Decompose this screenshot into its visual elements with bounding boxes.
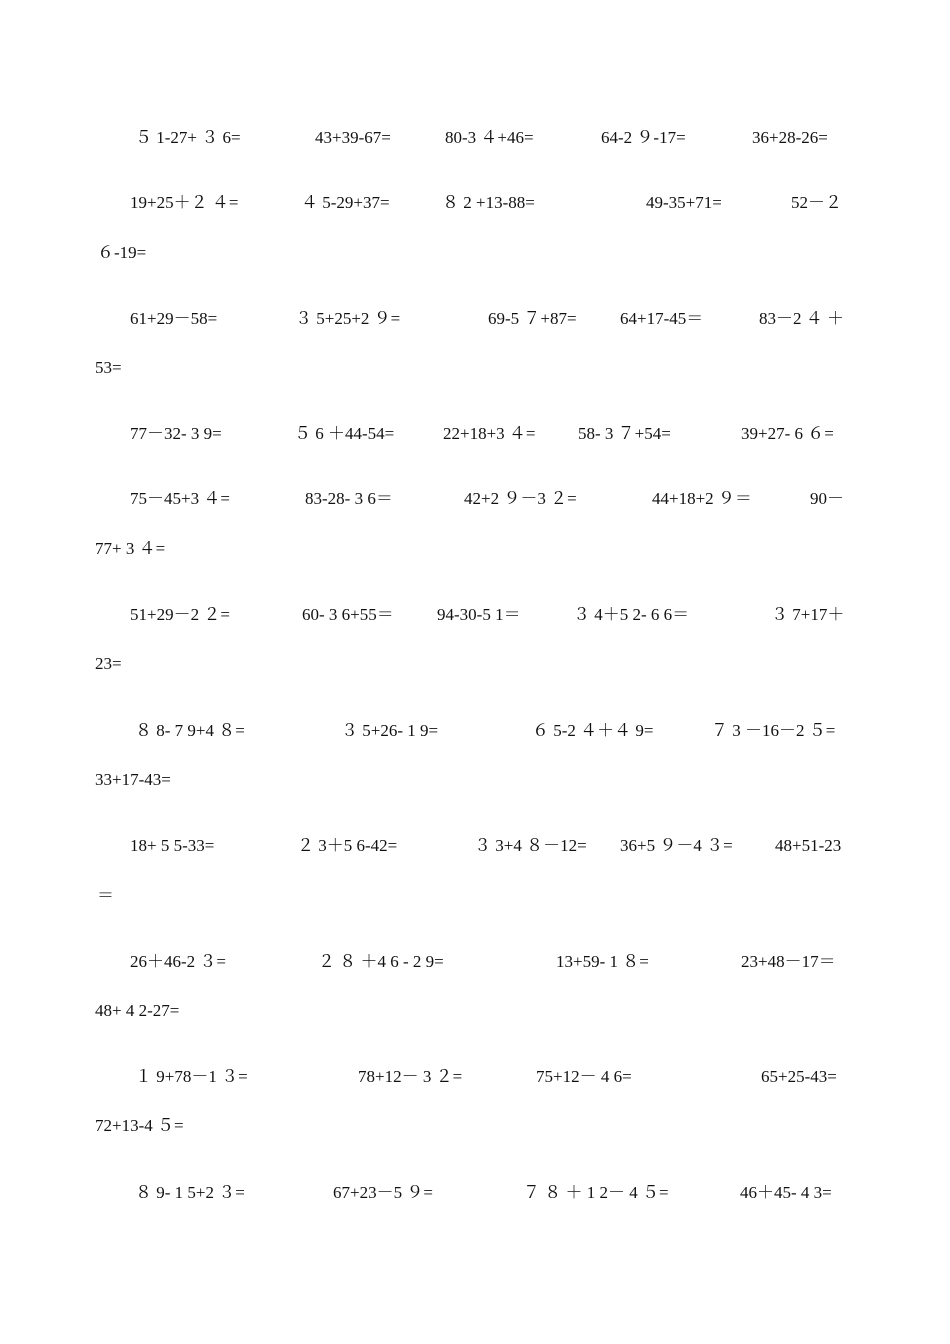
arithmetic-problem: ＝	[97, 886, 114, 905]
arithmetic-problem: 39+27- 6 ６=	[741, 424, 834, 443]
arithmetic-problem: 94-30-5 1＝	[437, 605, 521, 624]
arithmetic-problem: ６ 5-2 ４＋４ 9=	[532, 721, 654, 740]
arithmetic-problem: ７ ８ ＋ 1 2－ 4 ５=	[523, 1183, 669, 1202]
arithmetic-problem: 23=	[95, 654, 122, 673]
arithmetic-problem: ８ 2 +13-88=	[442, 193, 535, 212]
arithmetic-problem: 44+18+2 ９＝	[652, 489, 752, 508]
arithmetic-problem: 58- 3 ７+54=	[578, 424, 671, 443]
arithmetic-problem: 60- 3 6+55＝	[302, 605, 394, 624]
arithmetic-problem: １ 9+78－1 ３=	[135, 1067, 248, 1086]
arithmetic-problem: 36+28-26=	[752, 128, 828, 147]
arithmetic-problem: ４ 5-29+37=	[301, 193, 390, 212]
arithmetic-problem: 43+39-67=	[315, 128, 391, 147]
arithmetic-problem: 83－2 ４ ＋	[759, 309, 844, 328]
arithmetic-problem: 75+12－ 4 6=	[536, 1067, 632, 1086]
arithmetic-problem: 78+12－ 3 ２=	[358, 1067, 463, 1086]
arithmetic-problem: 23+48－17＝	[741, 952, 836, 971]
arithmetic-problem: 83-28- 3 6＝	[305, 489, 393, 508]
arithmetic-problem: 48+51-23	[775, 836, 842, 855]
arithmetic-problem: ５ 6 ＋44-54=	[294, 424, 395, 443]
arithmetic-problem: ６-19=	[97, 243, 147, 262]
arithmetic-problem: 48+ 4 2-27=	[95, 1001, 180, 1020]
arithmetic-problem: 77+ 3 ４=	[95, 539, 166, 558]
arithmetic-problem: 26＋46-2 ３=	[130, 952, 226, 971]
arithmetic-problem: 18+ 5 5-33=	[130, 836, 215, 855]
arithmetic-problem: 46＋45- 4 3=	[740, 1183, 832, 1202]
arithmetic-problem: ２ ８ ＋4 6 - 2 9=	[318, 952, 444, 971]
arithmetic-problem: 53=	[95, 358, 122, 377]
arithmetic-problem: 75－45+3 ４=	[130, 489, 230, 508]
arithmetic-problem: 22+18+3 ４=	[443, 424, 536, 443]
arithmetic-problem: 61+29－58=	[130, 309, 218, 328]
arithmetic-problem: ３ 3+4 ８－12=	[474, 836, 587, 855]
arithmetic-problem: ３ 7+17＋	[771, 605, 845, 624]
arithmetic-problem: 13+59- 1 ８=	[556, 952, 649, 971]
arithmetic-problem: 19+25＋２ ４=	[130, 193, 239, 212]
arithmetic-problem: 33+17-43=	[95, 770, 171, 789]
arithmetic-problem: ７ 3 －16－2 ５=	[711, 721, 836, 740]
arithmetic-problem: 90－	[810, 489, 844, 508]
arithmetic-problem: ５ 1-27+ ３ 6=	[135, 128, 241, 147]
arithmetic-problem: 49-35+71=	[646, 193, 722, 212]
arithmetic-problem: ８ 9- 1 5+2 ３=	[135, 1183, 245, 1202]
arithmetic-problem: 36+5 ９－4 ３=	[620, 836, 733, 855]
arithmetic-problem: 51+29－2 ２=	[130, 605, 230, 624]
arithmetic-problem: 77－32- 3 9=	[130, 424, 222, 443]
arithmetic-problem: 52－２	[791, 193, 842, 212]
arithmetic-problem: ３ 5+26- 1 9=	[341, 721, 439, 740]
arithmetic-problem: 67+23－5 ９=	[333, 1183, 433, 1202]
arithmetic-problem: 72+13-4 ５=	[95, 1116, 184, 1135]
arithmetic-problem: ３ 4＋5 2- 6 6＝	[573, 605, 690, 624]
arithmetic-problem: 80-3 ４+46=	[445, 128, 534, 147]
arithmetic-problem: 64-2 ９-17=	[601, 128, 686, 147]
arithmetic-problem: 42+2 ９－3 ２=	[464, 489, 577, 508]
arithmetic-problem: ３ 5+25+2 ９=	[295, 309, 401, 328]
arithmetic-problem: 69-5 ７+87=	[488, 309, 577, 328]
arithmetic-problem: ８ 8- 7 9+4 ８=	[135, 721, 245, 740]
arithmetic-problem: 65+25-43=	[761, 1067, 837, 1086]
arithmetic-problem: ２ 3＋5 6-42=	[297, 836, 398, 855]
arithmetic-problem: 64+17-45＝	[620, 309, 704, 328]
